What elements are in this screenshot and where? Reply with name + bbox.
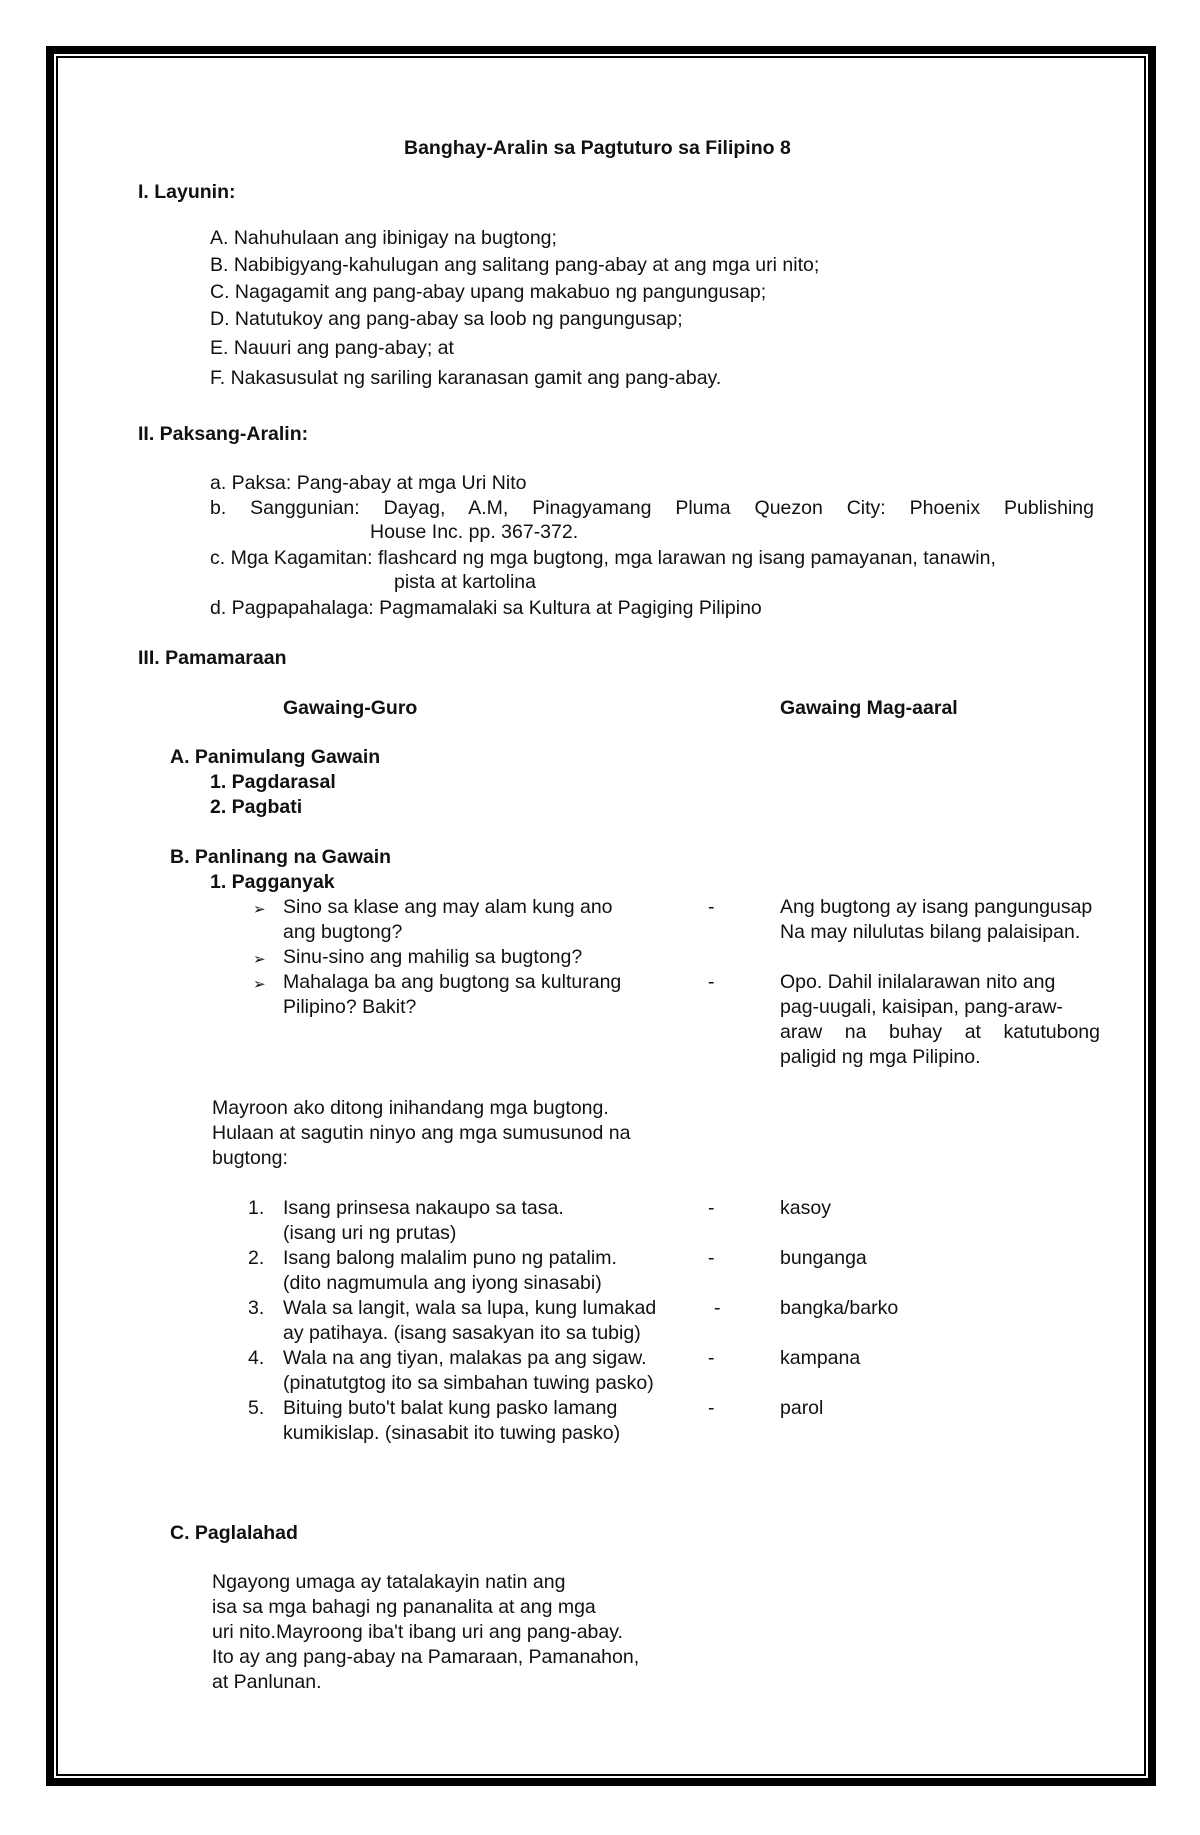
section-layunin-heading: I. Layunin:: [138, 181, 236, 203]
riddle-line: Bituing buto't balat kung pasko lamang: [283, 1397, 618, 1419]
dash-separator: -: [708, 1247, 715, 1269]
riddle-answer: bangka/barko: [780, 1297, 899, 1319]
riddle-line: (dito nagmumula ang iyong sinasabi): [283, 1272, 602, 1294]
column-header-magaaral: Gawaing Mag-aaral: [780, 697, 958, 719]
riddle-number: 2.: [248, 1247, 265, 1269]
riddle-answer: kasoy: [780, 1197, 831, 1219]
objective-item: E. Nauuri ang pang-abay; at: [210, 337, 454, 359]
section-paksang-aralin-heading: II. Paksang-Aralin:: [138, 423, 309, 445]
riddle-number: 1.: [248, 1197, 265, 1219]
objective-item: D. Natutukoy ang pang-abay sa loob ng pangungusap;: [210, 308, 683, 330]
panlinang-gawain-heading: B. Panlinang na Gawain: [170, 846, 392, 868]
bugtong-intro-line: bugtong:: [212, 1147, 288, 1169]
kagamitan-line-cont: pista at kartolina: [394, 571, 536, 593]
question-line: Pilipino? Bakit?: [283, 996, 417, 1018]
riddle-line: Wala na ang tiyan, malakas pa ang sigaw.: [283, 1347, 647, 1369]
paglalahad-line: Ngayong umaga ay tatalakayin natin ang: [212, 1571, 566, 1593]
arrow-bullet-icon: ➢: [253, 951, 266, 968]
answer-line: Ang bugtong ay isang pangungusap: [780, 896, 1093, 918]
question-line: Sinu-sino ang mahilig sa bugtong?: [283, 946, 583, 968]
riddle-line: Wala sa langit, wala sa lupa, kung lumakad: [283, 1297, 657, 1319]
riddle-answer: parol: [780, 1397, 824, 1419]
paksa-line: a. Paksa: Pang-abay at mga Uri Nito: [210, 472, 527, 494]
question-line: Mahalaga ba ang bugtong sa kulturang: [283, 971, 622, 993]
arrow-bullet-icon: ➢: [253, 901, 266, 918]
riddle-number: 3.: [248, 1297, 265, 1319]
bugtong-intro-line: Hulaan at sagutin ninyo ang mga sumusunod na: [212, 1122, 631, 1144]
dash-separator: -: [708, 1347, 715, 1369]
dash-separator: -: [708, 1197, 715, 1219]
column-header-guro: Gawaing-Guro: [283, 697, 418, 719]
kagamitan-line: c. Mga Kagamitan: flashcard ng mga bugtong, mga larawan ng isang pamayanan, tanawin,: [210, 547, 996, 569]
riddle-answer: bunganga: [780, 1247, 867, 1269]
pagpapahalaga-line: d. Pagpapahalaga: Pagmamalaki sa Kultura at Pagiging Pilipino: [210, 597, 762, 619]
arrow-bullet-icon: ➢: [253, 976, 266, 993]
answer-line: Opo. Dahil inilalarawan nito ang: [780, 971, 1056, 993]
objective-item: F. Nakasusulat ng sariling karanasan gamit ang pang-abay.: [210, 367, 722, 389]
sanggunian-line: b. Sanggunian: Dayag, A.M, Pinagyamang Pluma Quezon City: Phoenix Publishing: [210, 497, 1094, 519]
sanggunian-line-cont: House Inc. pp. 367-372.: [370, 521, 579, 543]
riddle-answer: kampana: [780, 1347, 861, 1369]
riddle-line: kumikislap. (sinasabit ito tuwing pasko): [283, 1422, 621, 1444]
answer-line: araw na buhay at katutubong: [780, 1021, 1100, 1043]
objective-item: B. Nabibigyang-kahulugan ang salitang pang-abay at ang mga uri nito;: [210, 254, 820, 276]
pagganyak-subheading: 1. Pagganyak: [210, 871, 335, 893]
question-line: Sino sa klase ang may alam kung ano: [283, 896, 613, 918]
dash-separator: -: [708, 896, 715, 918]
riddle-line: Isang prinsesa nakaupo sa tasa.: [283, 1197, 564, 1219]
riddle-line: ay patihaya. (isang sasakyan ito sa tubig): [283, 1322, 641, 1344]
riddle-line: (pinatutgtog ito sa simbahan tuwing pasko): [283, 1372, 654, 1394]
answer-line: pag-uugali, kaisipan, pang-araw-: [780, 996, 1063, 1018]
answer-line: paligid ng mga Pilipino.: [780, 1046, 981, 1068]
riddle-number: 4.: [248, 1347, 265, 1369]
bugtong-intro-line: Mayroon ako ditong inihandang mga bugtong.: [212, 1097, 609, 1119]
dash-separator: -: [708, 1397, 715, 1419]
paglalahad-heading: C. Paglalahad: [170, 1522, 298, 1544]
paglalahad-line: Ito ay ang pang-abay na Pamaraan, Pamanahon,: [212, 1646, 640, 1668]
paglalahad-line: isa sa mga bahagi ng pananalita at ang mga: [212, 1596, 596, 1618]
answer-line: Na may nilulutas bilang palaisipan.: [780, 921, 1081, 943]
dash-separator: -: [714, 1297, 721, 1319]
question-line: ang bugtong?: [283, 921, 403, 943]
objective-item: A. Nahuhulaan ang ibinigay na bugtong;: [210, 227, 557, 249]
panimulang-gawain-heading: A. Panimulang Gawain: [170, 746, 381, 768]
dash-separator: -: [708, 971, 715, 993]
pagbati-item: 2. Pagbati: [210, 796, 303, 818]
riddle-number: 5.: [248, 1397, 265, 1419]
riddle-line: (isang uri ng prutas): [283, 1222, 457, 1244]
section-pamamaraan-heading: III. Pamamaraan: [138, 647, 287, 669]
paglalahad-line: uri nito.Mayroong iba't ibang uri ang pang-abay.: [212, 1621, 623, 1643]
pagdarasal-item: 1. Pagdarasal: [210, 771, 336, 793]
riddle-line: Isang balong malalim puno ng patalim.: [283, 1247, 617, 1269]
document-title: Banghay-Aralin sa Pagtuturo sa Filipino 8: [404, 137, 791, 159]
objective-item: C. Nagagamit ang pang-abay upang makabuo ng pangungusap;: [210, 281, 767, 303]
paglalahad-line: at Panlunan.: [212, 1671, 322, 1693]
